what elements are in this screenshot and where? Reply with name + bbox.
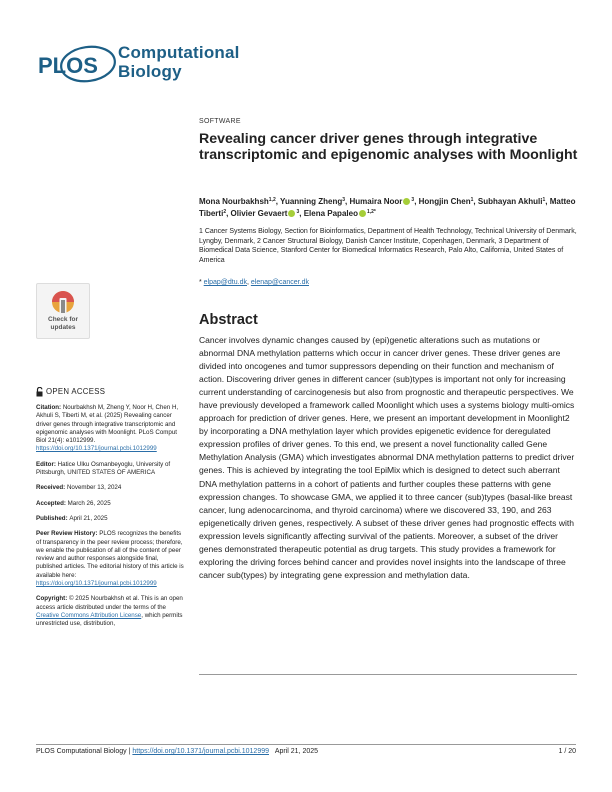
author-affiliation-sup: 1,2* (366, 209, 376, 215)
peer-review-text: PLOS recognizes the benefits of transparency in the peer review process; therefore, we enable the publication of all of the content of peer review and author responses alongside final, published articles. The editorial history of this article is available here: (36, 530, 184, 579)
author-name: Elena Papaleo (303, 209, 358, 218)
author-affiliation-sup: 3 (342, 197, 346, 203)
editor-text: Hatice Ulku Osmanbeyoglu, University of Pittsburgh, UNITED STATES OF AMERICA (36, 460, 171, 477)
corr-marker: * (199, 279, 204, 286)
citation-label: Citation: (36, 404, 63, 411)
author (419, 197, 478, 206)
citation-text: Nourbakhsh M, Zheng Y, Noor H, Chen H, Akhuli S, Tiberti M, et al. (2025) Revealing cancer driver genes through integrative transcriptomic and epigenomic analyses with Moonlight. PLoS Comput Biol 21(4): e1012999. (36, 404, 179, 445)
plos-wordmark-icon (38, 44, 117, 84)
affiliations: 1 Cancer Systems Biology, Section for Bioinformatics, Department of Health Technology, Technical University of Denmark, Lyngby, Denmark, 2 Cancer Structural Biology, Danish Cancer Institute, Copenhagen, Denmark, 3 Department of Biomedical Data Science, Stanford Center for Biomedical Informatics Research, Palo Alto, California, United States of America (199, 228, 577, 264)
article-info-sidebar (36, 387, 184, 636)
author-affiliation-sup: 1 (542, 197, 546, 203)
svg-text:PLOS: PLOS (38, 53, 98, 78)
abstract-heading: Abstract (199, 312, 258, 328)
author-name: Yuanning Zheng (280, 197, 343, 206)
author-separator: , (299, 209, 304, 218)
published-date: April 21, 2025 (69, 514, 108, 522)
author (280, 197, 349, 206)
email-separator: , (246, 279, 251, 286)
copyright-label: Copyright: (36, 595, 69, 603)
author-affiliation-sup: 1,2 (268, 197, 276, 203)
author-list (199, 196, 589, 220)
author-name: Olivier Gevaert (230, 209, 288, 218)
author (350, 197, 419, 206)
footer-journal: PLOS Computational Biology (36, 748, 127, 755)
orcid-icon[interactable] (359, 210, 366, 217)
abstract-divider (199, 674, 577, 675)
editor-block (36, 461, 184, 478)
author-name: Hongjin Chen (418, 197, 471, 206)
check-updates-label (37, 316, 89, 331)
check-updates-line2: updates (50, 323, 76, 331)
author-separator: , (414, 197, 419, 206)
orcid-icon[interactable] (403, 198, 410, 205)
author-affiliation-sup: 2 (223, 209, 227, 215)
citation-block (36, 404, 184, 454)
brand-line-2: Biology (118, 62, 182, 81)
footer-date: April 21, 2025 (274, 748, 319, 755)
published-block (36, 515, 184, 523)
peer-review-link[interactable]: https://doi.org/10.1371/journal.pcbi.1012999 (36, 580, 157, 588)
accepted-label: Accepted: (36, 499, 68, 507)
accepted-block (36, 500, 184, 508)
editor-label: Editor: (36, 460, 58, 468)
open-access-badge (36, 387, 184, 397)
received-label: Received: (36, 484, 67, 492)
footer-separator: | (126, 748, 133, 755)
author-name: Humaira Noor (349, 197, 403, 206)
author (304, 209, 376, 218)
citation-doi-link[interactable]: https://doi.org/10.1371/journal.pcbi.1012999 (36, 445, 157, 453)
author-separator: , (473, 197, 478, 206)
author-separator: , (226, 209, 231, 218)
peer-review-block (36, 530, 184, 588)
author-affiliation-sup: 3 (411, 197, 415, 203)
author-name: Mona Nourbakhsh (199, 197, 269, 206)
author-affiliation-sup: 1 (470, 197, 474, 203)
published-label: Published: (36, 514, 70, 522)
article-type: SOFTWARE (199, 118, 241, 125)
license-link[interactable]: Creative Commons Attribution License (36, 611, 142, 619)
orcid-icon[interactable] (288, 210, 295, 217)
author (231, 209, 304, 218)
article-title: Revealing cancer driver genes through integrative transcriptomic and epigenomic analyses with Moonlight (199, 131, 578, 163)
author-name: Matteo Tiberti (199, 197, 576, 218)
journal-brand (118, 43, 240, 81)
check-for-updates-badge[interactable] (36, 283, 90, 339)
footer-divider (36, 744, 576, 745)
page-footer (36, 748, 576, 755)
author-separator: , (345, 197, 350, 206)
check-updates-line1: Check for (48, 316, 78, 323)
received-date: November 13, 2024 (66, 484, 122, 492)
page-number: 1 / 20 (558, 748, 576, 755)
author-separator: , (275, 197, 281, 206)
author-separator: , (545, 197, 550, 206)
author (199, 197, 280, 206)
email-link-2[interactable]: elenap@cancer.dk (250, 279, 309, 286)
peer-review-label: Peer Review History: (36, 530, 100, 538)
email-link-1[interactable]: elpap@dtu.dk (203, 279, 247, 286)
footer-doi-link[interactable]: https://doi.org/10.1371/journal.pcbi.1012999 (132, 748, 269, 755)
open-access-label: OPEN ACCESS (46, 386, 106, 396)
copyright-text-2: , which permits unrestricted use, distribution, (36, 611, 183, 628)
abstract-text: Cancer involves dynamic changes caused by (epi)genetic alterations such as mutations or abnormal DNA methylation patterns which occur in cancer driver genes. These driver genes are divided into oncogenes and tumor suppressors depending on their function and mechanism of action. Discovering driver genes in different cancer (sub)types is important not only for increasing current understanding of carcinogenesis but also from prognostic and therapeutic perspectives. We have previously developed a framework called Moonlight which uses a systems biology multi-omics approach for prediction of driver genes. Here, we present an important development in Moonlight2 by incorporating a DNA methylation layer which provides epigenetic evidence for deregulated expression profiles of driver genes. To this end, we present a novel functionality called Gene Methylation Analysis (GMA) which investigates abnormal DNA methylation patterns to predict driver genes. This is achieved by integrating the tool EpiMix which is designed to detect such aberrant DNA methylation patterns in a cohort of patients and further couples these patterns with gene expression changes. To showcase GMA, we applied it to three cancer (sub)types (basal-like breast cancer, lung adenocarcinoma, and thyroid carcinoma) where we discovered 33, 190, and 263 epigenetically driven genes, respectively. A subset of these driver genes had prognostic effects with expression levels significantly affecting survival of the patients. Moreover, a subset of the driver genes demonstrated therapeutic potential as drug targets. This study provides a framework for exploring the driving forces behind cancer and provides novel insights into the landscape of three cancer sub(types) by integrating gene expression and methylation data. (199, 335, 575, 580)
check-updates-icon (37, 284, 89, 316)
author-affiliation-sup: 3 (296, 209, 300, 215)
correspondence (199, 279, 309, 286)
received-block (36, 484, 184, 492)
author-name: Subhayan Akhuli (477, 197, 543, 206)
copyright-text: © 2025 Nourbakhsh et al. This is an open access article distributed under the terms of the (36, 595, 183, 611)
author (478, 197, 550, 206)
open-lock-icon (36, 387, 44, 397)
accepted-date: March 26, 2025 (67, 499, 111, 507)
brand-line-1: Computational (118, 43, 240, 62)
copyright-block (36, 595, 184, 628)
